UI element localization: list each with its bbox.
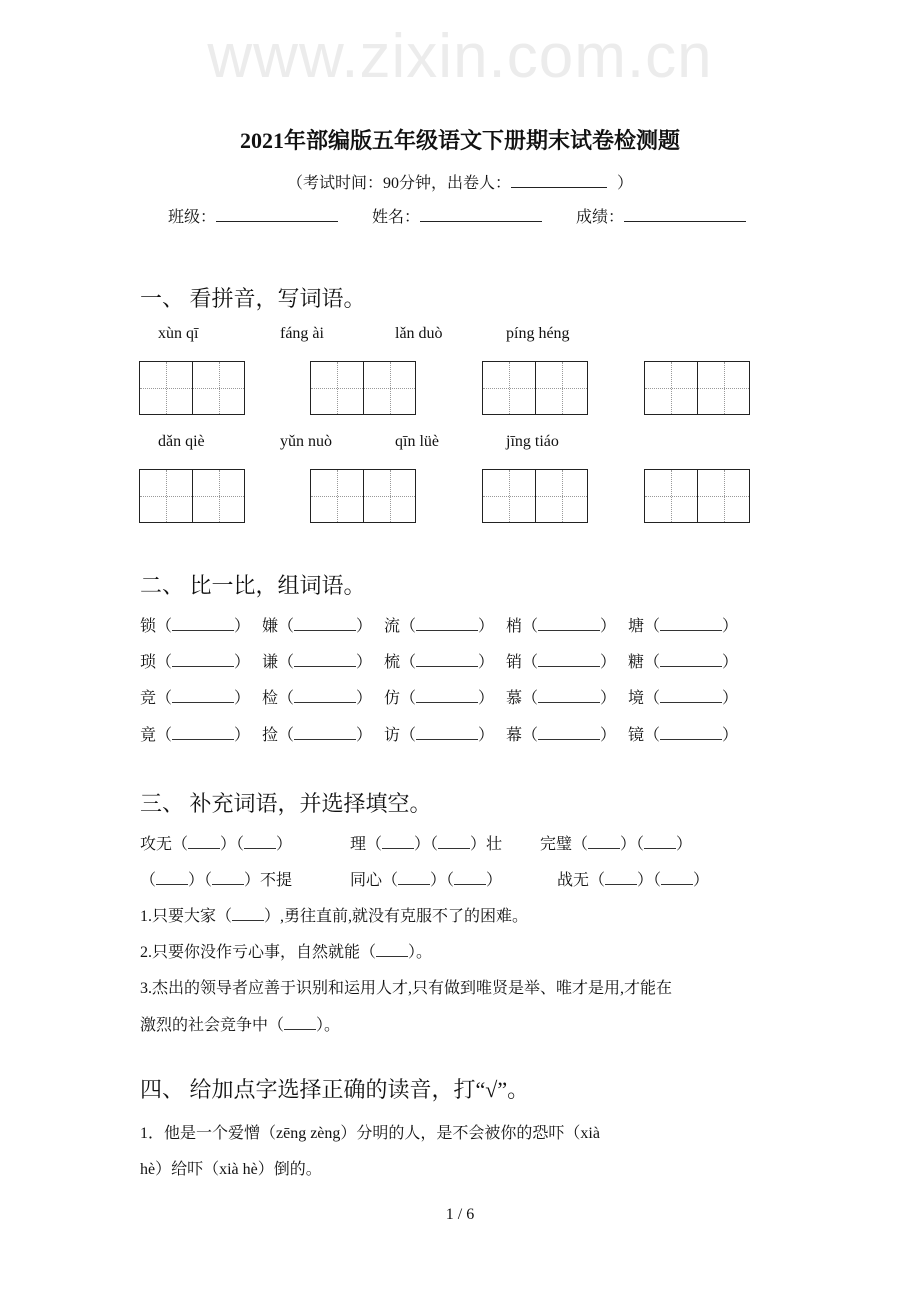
- page-number: 1 / 6: [445, 1206, 475, 1223]
- answer-blank[interactable]: [416, 618, 478, 631]
- idiom-item: [540, 831, 692, 854]
- compare-item: 梳（ ）: [384, 654, 495, 671]
- name-label: 姓名：: [372, 209, 421, 226]
- compare-char: 锁: [140, 618, 157, 635]
- compare-char: 流: [384, 618, 401, 635]
- compare-char: 塘: [628, 618, 645, 635]
- compare-item: 销（ ）: [506, 654, 617, 671]
- compare-char: 镜: [628, 727, 645, 744]
- answer-blank[interactable]: [416, 690, 478, 703]
- idiom-text: ）（: [620, 836, 645, 853]
- pinyin-label: yǔn nuò: [280, 433, 332, 450]
- idiom-blank[interactable]: [244, 836, 276, 849]
- writing-box[interactable]: [310, 469, 416, 523]
- answer-blank[interactable]: [172, 654, 234, 667]
- compare-char: 糖: [628, 654, 645, 671]
- answer-blank[interactable]: [538, 618, 600, 631]
- answer-blank[interactable]: [172, 690, 234, 703]
- answer-blank[interactable]: [416, 727, 478, 740]
- idiom-item: [350, 867, 502, 890]
- question-3-3a: 3.杰出的领导者应善于识别和运用人才,只有做到唯贤是举、唯才是用,才能在: [140, 980, 673, 997]
- pinyin-label: qīn lüè: [395, 433, 439, 450]
- answer-blank[interactable]: [294, 727, 356, 740]
- page-title: 2021年部编版五年级语文下册期末试卷检测题: [239, 128, 680, 153]
- compare-char: 竟: [140, 727, 157, 744]
- idiom-text: ）（: [188, 872, 213, 889]
- idiom-text: ）（: [220, 836, 245, 853]
- compare-item: 竟（ ）: [140, 727, 251, 744]
- idiom-text: ）: [276, 836, 293, 853]
- writing-box[interactable]: [310, 361, 416, 415]
- idiom-text: 理（: [350, 836, 383, 853]
- writing-box[interactable]: [644, 361, 750, 415]
- pinyin-label: jīng tiáo: [506, 433, 559, 450]
- section4-line2: hè）给吓（xià hè）倒的。: [140, 1161, 322, 1178]
- pinyin-label: píng héng: [506, 325, 570, 342]
- answer-blank[interactable]: [660, 654, 722, 667]
- watermark: www.zixin.com.cn: [207, 22, 713, 91]
- idiom-blank[interactable]: [588, 836, 620, 849]
- q2-text: 2.只要你没作亏心事，自然就能（: [140, 944, 377, 961]
- answer-blank[interactable]: [294, 618, 356, 631]
- writing-box[interactable]: [139, 361, 245, 415]
- compare-item: 镜（ ）: [628, 727, 739, 744]
- q1-blank[interactable]: [232, 908, 264, 921]
- compare-char: 嫌: [262, 618, 279, 635]
- section2-heading: 二、 比一比，组词语。: [140, 573, 366, 598]
- idiom-text: 完璧（: [540, 836, 589, 853]
- idiom-blank[interactable]: [156, 872, 188, 885]
- idiom-text: 攻无（: [140, 836, 189, 853]
- idiom-blank[interactable]: [605, 872, 637, 885]
- compare-char: 访: [384, 727, 401, 744]
- idiom-blank[interactable]: [438, 836, 470, 849]
- idiom-blank[interactable]: [212, 872, 244, 885]
- idiom-text: ）壮: [470, 836, 503, 853]
- compare-char: 梢: [506, 618, 523, 635]
- compare-char: 捡: [262, 727, 279, 744]
- idiom-text: 同心（: [350, 872, 399, 889]
- idiom-item: [557, 867, 709, 890]
- answer-blank[interactable]: [294, 690, 356, 703]
- idiom-blank[interactable]: [398, 872, 430, 885]
- answer-blank[interactable]: [538, 727, 600, 740]
- compare-char: 琐: [140, 654, 157, 671]
- answer-blank[interactable]: [538, 654, 600, 667]
- writing-box[interactable]: [644, 469, 750, 523]
- compare-item: 检（ ）: [262, 690, 373, 707]
- answer-blank[interactable]: [660, 690, 722, 703]
- compare-item: 琐（ ）: [140, 654, 251, 671]
- idiom-blank[interactable]: [644, 836, 676, 849]
- idiom-text: ）（: [414, 836, 439, 853]
- q3-text: 激烈的社会竞争中（: [140, 1017, 285, 1034]
- idiom-item: [140, 831, 292, 854]
- idiom-text: ）不提: [244, 872, 293, 889]
- compare-char: 幕: [506, 727, 523, 744]
- idiom-text: ）: [486, 872, 503, 889]
- question-3-1: [140, 903, 528, 926]
- pinyin-label: lǎn duò: [395, 325, 443, 342]
- exam-subtitle: [0, 170, 920, 193]
- compare-item: 幕（ ）: [506, 727, 617, 744]
- compare-item: 梢（ ）: [506, 618, 617, 635]
- answer-blank[interactable]: [538, 690, 600, 703]
- compare-item: 糖（ ）: [628, 654, 739, 671]
- section3-heading: 三、 补充词语，并选择填空。: [140, 791, 432, 816]
- score-field[interactable]: [576, 204, 746, 227]
- compare-item: 境（ ）: [628, 690, 739, 707]
- compare-char: 检: [262, 690, 279, 707]
- answer-blank[interactable]: [416, 654, 478, 667]
- idiom-blank[interactable]: [454, 872, 486, 885]
- answer-blank[interactable]: [660, 618, 722, 631]
- idiom-text: ）: [676, 836, 693, 853]
- answer-blank[interactable]: [660, 727, 722, 740]
- class-field[interactable]: [168, 204, 338, 227]
- subtitle-end: ）: [617, 175, 634, 192]
- name-field[interactable]: [372, 204, 542, 227]
- answer-blank[interactable]: [172, 727, 234, 740]
- idiom-text: 战无（: [557, 872, 606, 889]
- writing-box[interactable]: [139, 469, 245, 523]
- compare-char: 境: [628, 690, 645, 707]
- idiom-item: [140, 867, 292, 890]
- compare-item: 谦（ ）: [262, 654, 373, 671]
- answer-blank[interactable]: [172, 618, 234, 631]
- q1-text: 1.只要大家（: [140, 908, 233, 925]
- compare-item: 捡（ ）: [262, 727, 373, 744]
- q2-blank[interactable]: [376, 944, 408, 957]
- compare-item: 塘（ ）: [628, 618, 739, 635]
- idiom-blank[interactable]: [188, 836, 220, 849]
- compare-item: 竞（ ）: [140, 690, 251, 707]
- section4-heading: 四、 给加点字选择正确的读音，打“√”。: [140, 1077, 530, 1102]
- compare-char: 梳: [384, 654, 401, 671]
- compare-item: 嫌（ ）: [262, 618, 373, 635]
- idiom-text: ）（: [430, 872, 455, 889]
- compare-char: 慕: [506, 690, 523, 707]
- compare-char: 仿: [384, 690, 401, 707]
- compare-char: 竞: [140, 690, 157, 707]
- question-3-2: [140, 939, 432, 962]
- compare-item: 仿（ ）: [384, 690, 495, 707]
- q1-text-end: ）,勇往直前,就没有克服不了的困难。: [264, 908, 529, 925]
- writing-box[interactable]: [482, 469, 588, 523]
- q3-text-end: ）。: [316, 1017, 341, 1034]
- compare-char: 谦: [262, 654, 279, 671]
- idiom-blank[interactable]: [661, 872, 693, 885]
- idiom-blank[interactable]: [382, 836, 414, 849]
- score-label: 成绩：: [576, 209, 625, 226]
- compare-char: 销: [506, 654, 523, 671]
- question-3-3b: [140, 1012, 340, 1035]
- pinyin-label: dǎn qiè: [158, 433, 205, 450]
- idiom-text: （: [140, 872, 157, 889]
- q3-blank[interactable]: [284, 1017, 316, 1030]
- answer-blank[interactable]: [294, 654, 356, 667]
- q2-text-end: ）。: [408, 944, 433, 961]
- idiom-item: [350, 831, 502, 854]
- subtitle-text: （考试时间：90分钟，出卷人：: [286, 175, 511, 192]
- idiom-text: ）: [693, 872, 710, 889]
- writing-box[interactable]: [482, 361, 588, 415]
- idiom-text: ）（: [637, 872, 662, 889]
- compare-item: 流（ ）: [384, 618, 495, 635]
- section4-line1: 1．他是一个爱憎（zēng zèng）分明的人，是不会被你的恐吓（xià: [140, 1125, 600, 1142]
- compare-item: 慕（ ）: [506, 690, 617, 707]
- compare-item: 访（ ）: [384, 727, 495, 744]
- compare-item: 锁（ ）: [140, 618, 251, 635]
- pinyin-label: fáng ài: [280, 325, 324, 342]
- pinyin-label: xùn qī: [158, 325, 199, 342]
- section1-heading: 一、 看拼音，写词语。: [140, 286, 366, 311]
- class-label: 班级：: [168, 209, 217, 226]
